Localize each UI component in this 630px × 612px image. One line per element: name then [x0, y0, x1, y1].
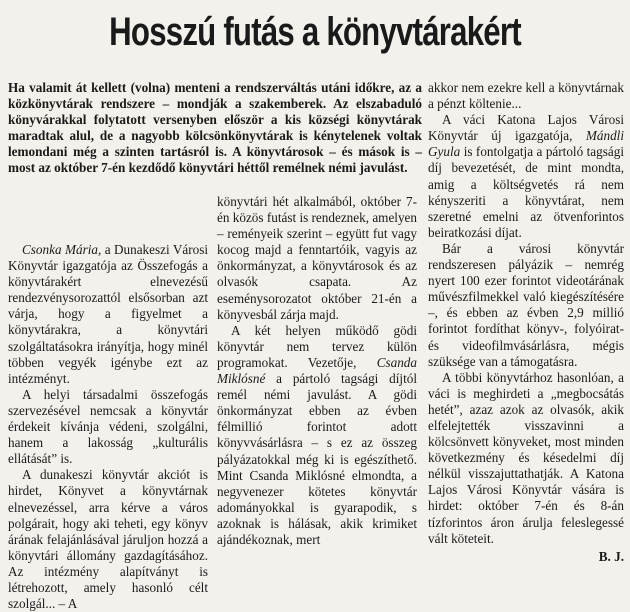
person-name: Csonka Mária [22, 242, 98, 257]
column-2 [217, 194, 417, 548]
col3-paragraph-2 [428, 112, 624, 241]
col1-paragraph-2: A helyi társadalmi összefogás szervezésével nemcsak a könyvtár érdekeit kívánja védeni, szolgálni, hanem a lakosság „kulturális ellátását” is. [8, 386, 208, 467]
column-3 [428, 80, 624, 565]
article-lead: Ha valamit át kellett (volna) menteni a rendszerváltás utáni időkre, az a közkönyvtárak rendszere – mondják a szakemberek. Az elszabaduló könyvárakkal folytatott versenyben először a kis községi könyvtárak maradtak alul, de a nagyobb kölcsönkönyvtárak is kénytelenek voltak lemondani még a szinten tartásról is. A könyvtárosok – és mások is – most az október 7-én kezdődő könyvtári héttől remélnek némi javulást. [8, 80, 422, 176]
column-1 [8, 242, 208, 612]
col1-p1-text: , a Dunakeszi Városi Könyvtár igazgatója az Összefogás a könyvtárakért elnevezésű rendezvénysorozattól elsősorban azt várja, hogy a figyelmet a könyvtárakra, a könyvtári szolgáltatásokra irányítja, hogy minél többen vegyék igénybe ezt az intézményt. [8, 242, 208, 386]
col3-paragraph-1: akkor nem ezekre kell a könyvtárnak a pénzt költenie... [428, 80, 624, 112]
article-headline: Hosszú futás a könyvtárakért [109, 10, 521, 54]
col2-p2-text-a: A két helyen működő gödi könyvtár nem tervez külön programokat. Vezetője, [217, 322, 417, 370]
col1-paragraph-3: A dunakeszi könyvtár akciót is hirdet, Könyvet a könyvtárnak elnevezéssel, arra kérve a város polgárait, hogy aki teheti, egy könyv árának felajánlásával járuljon hozzá a könyvtári állomány gazdagításához. Az intézmény alapítványt is létrehozott, amely hasonló célt szolgál... – A [8, 467, 208, 612]
col3-paragraph-4: A többi könyvtárhoz hasonlóan, a váci is meghirdeti a „megbocsátás hetét”, azaz azok az olvasók, akik elfelejtették visszavinni a kölcsönvett könyveket, most minden következmény és késedelmi díj nélkül visszajuttathatják. A Katona Lajos Városi Könyvtár vására is hirdet: október 7-én és 8-án tízforintos áron árulja feleslegessé vált köteteit. [428, 369, 624, 546]
col2-paragraph-1: könyvtári hét alkalmából, október 7-én közös futást is rendeznek, amelyen – reményeik szerint – együtt fut vagy kocog majd a fenntartóik, vagyis az önkormányzat, a könyvtárosok és az olvasók csapata. Az eseménysorozatot október 21-én a könyvesbál zárja majd. [217, 194, 417, 322]
col1-paragraph-1 [8, 242, 208, 387]
person-name: Mándli Gyula [428, 128, 624, 160]
author-signature: B. J. [598, 548, 624, 564]
col3-p2-text-b: is fontolgatja a pártoló tagsági díj bevezetését, de mint mondta, amig a költségvetés rá nem kényszeriti a könyvtárat, nem szeretné emelni az ötvenforintos beiratkozási díjat. [428, 144, 624, 240]
person-name: Csanda Miklósné [217, 354, 417, 387]
col2-paragraph-2 [217, 323, 417, 548]
col2-p2-text-b: a pártoló tagsági díjtól remél némi javulást. A gödi önkormányzat ebben az évben félmillió forintot adott könyvvásárlásra – s ez az összeg pályázatokkal még ki is egészíthető. Mint Csanda Miklósné elmondta, a negyvenezer kötetes könyvtár adományokkal is gyarapodik, s azoknak is hálásak, akik krimiket ajándékoznak, mert [217, 371, 417, 547]
col3-paragraph-3: Bár a városi könyvtár rendszeresen pályázik – nemrég nyert 100 ezer forintot videotárának művészfilmekkel való kiegészítésére –, és ebben az évben 2,9 millió forintot fordíthat könyv-, folyóirat- és videofilmvásárlásra, mégis szüksége van a támogatásra. [428, 240, 624, 369]
col3-p2-text-a: A váci Katona Lajos Városi Könyvtár új igazgatója, [428, 112, 624, 144]
